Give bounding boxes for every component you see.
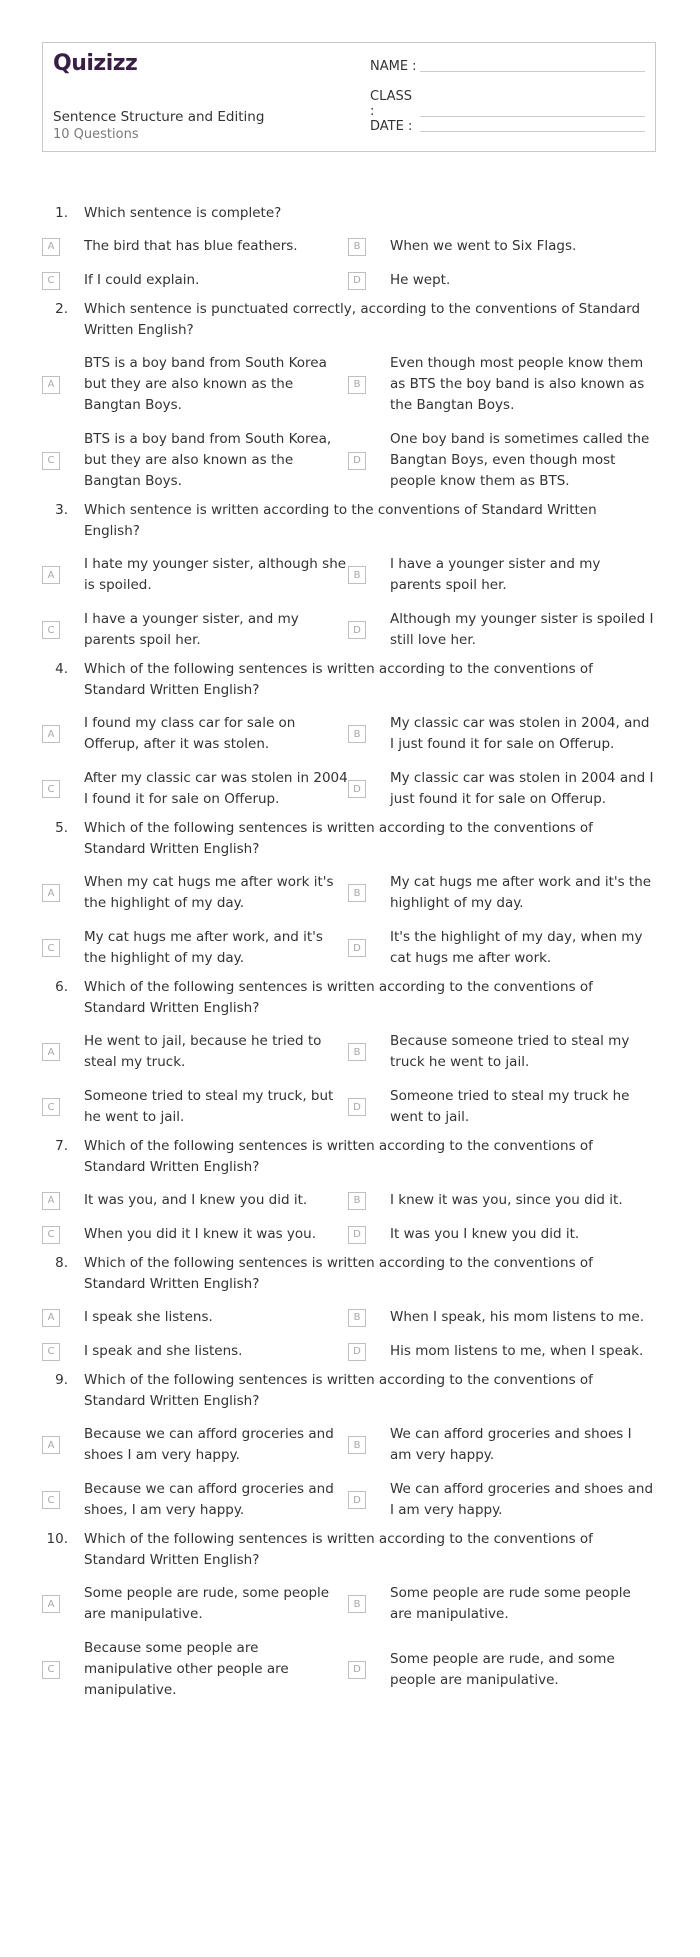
question-7 bbox=[42, 1136, 662, 1245]
option-letter-box[interactable]: D bbox=[348, 272, 366, 290]
answer-option[interactable] bbox=[348, 554, 658, 596]
option-letter-box[interactable]: B bbox=[348, 1309, 366, 1327]
question-text: Which of the following sentences is written according to the conventions of Standard Written English? bbox=[84, 1372, 593, 1409]
option-letter-box[interactable]: C bbox=[42, 452, 60, 470]
option-text: Some people are rude some people are manipulative. bbox=[390, 1585, 631, 1622]
option-letter-box[interactable]: B bbox=[348, 725, 366, 743]
option-text: I have a younger sister, and my parents spoil her. bbox=[84, 611, 299, 648]
answer-option[interactable] bbox=[348, 1638, 658, 1701]
option-text: It was you, and I knew you did it. bbox=[84, 1192, 308, 1208]
question-number: 10. bbox=[46, 1531, 68, 1547]
option-text: After my classic car was stolen in 2004 I found it for sale on Offerup. bbox=[84, 770, 348, 807]
option-text: If I could explain. bbox=[84, 272, 200, 288]
option-letter-box[interactable]: D bbox=[348, 1491, 366, 1509]
answer-option[interactable] bbox=[42, 1307, 348, 1328]
question-row bbox=[42, 500, 662, 542]
answer-options bbox=[42, 353, 662, 492]
answer-option[interactable] bbox=[42, 1086, 348, 1128]
date-field[interactable] bbox=[370, 119, 645, 134]
option-text: I knew it was you, since you did it. bbox=[390, 1192, 623, 1208]
option-letter-box[interactable]: A bbox=[42, 1595, 60, 1613]
answer-option[interactable] bbox=[348, 270, 658, 291]
option-text: My cat hugs me after work and it's the highlight of my day. bbox=[390, 874, 652, 911]
option-letter-box[interactable]: A bbox=[42, 1436, 60, 1454]
answer-option[interactable] bbox=[348, 1190, 658, 1211]
answer-options bbox=[42, 1190, 662, 1245]
option-text: It's the highlight of my day, when my cat hugs me after work. bbox=[390, 929, 643, 966]
option-letter-box[interactable]: C bbox=[42, 1098, 60, 1116]
question-number: 6. bbox=[55, 979, 68, 995]
question-row bbox=[42, 659, 662, 701]
option-letter-box[interactable]: C bbox=[42, 1491, 60, 1509]
answer-options bbox=[42, 1307, 662, 1362]
option-text: Someone tried to steal my truck he went to jail. bbox=[390, 1088, 630, 1125]
option-text: Someone tried to steal my truck, but he went to jail. bbox=[84, 1088, 334, 1125]
option-letter-box[interactable]: A bbox=[42, 884, 60, 902]
question-count: 10 Questions bbox=[53, 127, 139, 142]
class-label: CLASS : bbox=[370, 89, 413, 119]
option-text: We can afford groceries and shoes and I am very happy. bbox=[390, 1481, 654, 1518]
option-text: I hate my younger sister, although she is spoiled. bbox=[84, 556, 347, 593]
option-text: BTS is a boy band from South Korea but they are also known as the Bangtan Boys. bbox=[84, 355, 327, 413]
answer-option[interactable] bbox=[42, 236, 348, 257]
question-row bbox=[42, 1136, 662, 1178]
option-text: When you did it I knew it was you. bbox=[84, 1226, 317, 1242]
option-letter-box[interactable]: B bbox=[348, 1192, 366, 1210]
option-text: He wept. bbox=[390, 272, 451, 288]
option-letter-box[interactable]: C bbox=[42, 1661, 60, 1679]
option-letter-box[interactable]: D bbox=[348, 780, 366, 798]
answer-option[interactable] bbox=[42, 353, 348, 416]
option-text: When we went to Six Flags. bbox=[390, 238, 577, 254]
answer-option[interactable] bbox=[348, 609, 658, 651]
option-letter-box[interactable]: C bbox=[42, 780, 60, 798]
question-text: Which sentence is punctuated correctly, according to the conventions of Standard Written English? bbox=[84, 301, 641, 338]
option-letter-box[interactable]: C bbox=[42, 1226, 60, 1244]
question-6 bbox=[42, 977, 662, 1128]
option-text: The bird that has blue feathers. bbox=[84, 238, 298, 254]
answer-option[interactable] bbox=[42, 1424, 348, 1466]
answer-option[interactable] bbox=[348, 1307, 658, 1328]
option-text: He went to jail, because he tried to steal my truck. bbox=[84, 1033, 322, 1070]
option-letter-box[interactable]: C bbox=[42, 1343, 60, 1361]
question-10 bbox=[42, 1529, 662, 1701]
question-row bbox=[42, 1529, 662, 1571]
question-text: Which of the following sentences is written according to the conventions of Standard Written English? bbox=[84, 661, 593, 698]
option-text: My classic car was stolen in 2004, and I just found it for sale on Offerup. bbox=[390, 715, 650, 752]
question-list bbox=[42, 203, 662, 1709]
answer-options bbox=[42, 713, 662, 810]
question-text: Which of the following sentences is written according to the conventions of Standard Written English? bbox=[84, 979, 593, 1016]
question-number: 9. bbox=[55, 1372, 68, 1388]
option-text: When I speak, his mom listens to me. bbox=[390, 1309, 645, 1325]
answer-option[interactable] bbox=[348, 1031, 658, 1073]
option-text: I have a younger sister and my parents spoil her. bbox=[390, 556, 601, 593]
question-3 bbox=[42, 500, 662, 651]
question-row bbox=[42, 977, 662, 1019]
answer-option[interactable] bbox=[42, 768, 348, 810]
question-text: Which sentence is complete? bbox=[84, 205, 282, 221]
option-letter-box[interactable]: C bbox=[42, 272, 60, 290]
answer-option[interactable] bbox=[42, 429, 348, 492]
option-text: Even though most people know them as BTS the boy band is also known as the Bangtan Boys. bbox=[390, 355, 645, 413]
worksheet-title: Sentence Structure and Editing bbox=[53, 109, 265, 125]
answer-option[interactable] bbox=[348, 236, 658, 257]
answer-option[interactable] bbox=[348, 353, 658, 416]
option-letter-box[interactable]: D bbox=[348, 452, 366, 470]
answer-option[interactable] bbox=[348, 872, 658, 914]
answer-option[interactable] bbox=[42, 554, 348, 596]
question-4 bbox=[42, 659, 662, 810]
name-field[interactable] bbox=[370, 59, 645, 74]
option-letter-box[interactable]: D bbox=[348, 939, 366, 957]
answer-option[interactable] bbox=[42, 1224, 348, 1245]
option-letter-box[interactable]: B bbox=[348, 1043, 366, 1061]
option-text: One boy band is sometimes called the Bangtan Boys, even though most people know them as BTS. bbox=[390, 431, 650, 489]
answer-options bbox=[42, 236, 662, 291]
answer-option[interactable] bbox=[348, 713, 658, 755]
option-letter-box[interactable]: C bbox=[42, 621, 60, 639]
option-text: His mom listens to me, when I speak. bbox=[390, 1343, 644, 1359]
question-text: Which sentence is written according to the conventions of Standard Written English? bbox=[84, 502, 597, 539]
quizizz-logo: Quizizz bbox=[53, 51, 138, 76]
question-row bbox=[42, 1253, 662, 1295]
option-letter-box[interactable]: C bbox=[42, 939, 60, 957]
option-text: I speak and she listens. bbox=[84, 1343, 243, 1359]
option-letter-box[interactable]: A bbox=[42, 238, 60, 256]
option-letter-box[interactable]: A bbox=[42, 566, 60, 584]
option-letter-box[interactable]: D bbox=[348, 1661, 366, 1679]
answer-option[interactable] bbox=[348, 1583, 658, 1625]
option-letter-box[interactable]: B bbox=[348, 884, 366, 902]
option-text: I found my class car for sale on Offerup, after it was stolen. bbox=[84, 715, 296, 752]
answer-options bbox=[42, 1424, 662, 1521]
option-text: We can afford groceries and shoes I am very happy. bbox=[390, 1426, 632, 1463]
option-text: Because we can afford groceries and shoes, I am very happy. bbox=[84, 1481, 334, 1518]
answer-option[interactable] bbox=[42, 609, 348, 651]
answer-option[interactable] bbox=[42, 927, 348, 969]
question-row bbox=[42, 203, 662, 224]
answer-option[interactable] bbox=[42, 1341, 348, 1362]
option-text: I speak she listens. bbox=[84, 1309, 213, 1325]
option-text: BTS is a boy band from South Korea, but they are also known as the Bangtan Boys. bbox=[84, 431, 332, 489]
date-line[interactable] bbox=[420, 131, 645, 132]
worksheet-header bbox=[42, 42, 656, 152]
option-text: Although my younger sister is spoiled I still love her. bbox=[390, 611, 654, 648]
question-number: 8. bbox=[55, 1255, 68, 1271]
answer-option[interactable] bbox=[348, 429, 658, 492]
answer-option[interactable] bbox=[348, 768, 658, 810]
option-text: Because someone tried to steal my truck he went to jail. bbox=[390, 1033, 630, 1070]
date-label: DATE : bbox=[370, 119, 413, 134]
option-text: Because some people are manipulative other people are manipulative. bbox=[84, 1640, 289, 1698]
question-1 bbox=[42, 203, 662, 291]
question-text: Which of the following sentences is written according to the conventions of Standard Written English? bbox=[84, 820, 593, 857]
question-number: 5. bbox=[55, 820, 68, 836]
option-letter-box[interactable]: A bbox=[42, 1192, 60, 1210]
answer-option[interactable] bbox=[42, 270, 348, 291]
question-2 bbox=[42, 299, 662, 492]
answer-option[interactable] bbox=[42, 1190, 348, 1211]
class-field[interactable] bbox=[370, 89, 645, 119]
option-text: My cat hugs me after work, and it's the highlight of my day. bbox=[84, 929, 323, 966]
answer-option[interactable] bbox=[348, 1479, 658, 1521]
question-number: 7. bbox=[55, 1138, 68, 1154]
option-letter-box[interactable]: B bbox=[348, 238, 366, 256]
option-letter-box[interactable]: A bbox=[42, 1043, 60, 1061]
option-text: Some people are rude, and some people are manipulative. bbox=[390, 1650, 615, 1688]
option-letter-box[interactable]: B bbox=[348, 376, 366, 394]
option-text: Some people are rude, some people are manipulative. bbox=[84, 1585, 330, 1622]
answer-option[interactable] bbox=[348, 1424, 658, 1466]
option-letter-box[interactable]: D bbox=[348, 1098, 366, 1116]
question-text: Which of the following sentences is written according to the conventions of Standard Written English? bbox=[84, 1255, 593, 1292]
name-line[interactable] bbox=[420, 71, 645, 72]
answer-options bbox=[42, 1031, 662, 1128]
answer-option[interactable] bbox=[42, 1031, 348, 1073]
option-letter-box[interactable]: D bbox=[348, 621, 366, 639]
option-text: When my cat hugs me after work it's the highlight of my day. bbox=[84, 874, 334, 911]
answer-options bbox=[42, 554, 662, 651]
question-row bbox=[42, 818, 662, 860]
option-letter-box[interactable]: B bbox=[348, 566, 366, 584]
answer-option[interactable] bbox=[348, 1086, 658, 1128]
class-line[interactable] bbox=[420, 116, 645, 117]
answer-option[interactable] bbox=[348, 1341, 658, 1362]
option-text: It was you I knew you did it. bbox=[390, 1226, 580, 1242]
question-5 bbox=[42, 818, 662, 969]
name-label: NAME : bbox=[370, 59, 417, 74]
question-number: 3. bbox=[55, 502, 68, 518]
option-letter-box[interactable]: B bbox=[348, 1436, 366, 1454]
answer-option[interactable] bbox=[42, 713, 348, 755]
answer-option[interactable] bbox=[42, 1638, 348, 1701]
answer-options bbox=[42, 1583, 662, 1701]
option-letter-box[interactable]: D bbox=[348, 1343, 366, 1361]
question-text: Which of the following sentences is written according to the conventions of Standard Written English? bbox=[84, 1138, 593, 1175]
option-text: My classic car was stolen in 2004 and I just found it for sale on Offerup. bbox=[390, 770, 654, 807]
option-letter-box[interactable]: D bbox=[348, 1226, 366, 1244]
option-letter-box[interactable]: B bbox=[348, 1595, 366, 1613]
question-row bbox=[42, 299, 662, 341]
option-letter-box[interactable]: A bbox=[42, 725, 60, 743]
question-8 bbox=[42, 1253, 662, 1362]
option-text: Because we can afford groceries and shoes I am very happy. bbox=[84, 1426, 334, 1463]
answer-option[interactable] bbox=[348, 927, 658, 969]
question-text: Which of the following sentences is written according to the conventions of Standard Written English? bbox=[84, 1531, 593, 1568]
question-number: 2. bbox=[55, 301, 68, 317]
option-letter-box[interactable]: A bbox=[42, 1309, 60, 1327]
answer-option[interactable] bbox=[42, 872, 348, 914]
answer-option[interactable] bbox=[42, 1479, 348, 1521]
option-letter-box[interactable]: A bbox=[42, 376, 60, 394]
question-number: 4. bbox=[55, 661, 68, 677]
answer-option[interactable] bbox=[348, 1224, 658, 1245]
question-number: 1. bbox=[55, 205, 68, 221]
answer-option[interactable] bbox=[42, 1583, 348, 1625]
question-row bbox=[42, 1370, 662, 1412]
answer-options bbox=[42, 872, 662, 969]
question-9 bbox=[42, 1370, 662, 1521]
